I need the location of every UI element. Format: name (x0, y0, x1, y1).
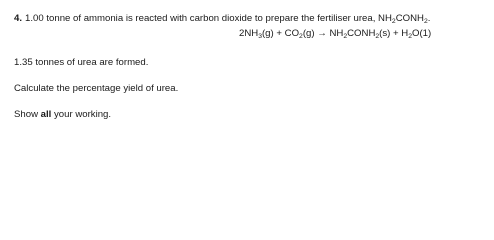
equation-subscript-2: 2 (299, 33, 303, 40)
equation-part-1: 2NH (239, 28, 259, 39)
chemical-equation (239, 29, 431, 39)
equation-subscript-4: 2 (375, 33, 380, 40)
question-stem (14, 14, 430, 24)
equation-subscript-5: 2 (408, 33, 412, 40)
equation-part-4: CONH (347, 28, 376, 39)
working-bold: all (40, 109, 52, 120)
working-post: your working. (51, 109, 112, 120)
equation-subscript-3: 2 (343, 33, 348, 40)
working-pre: Show (14, 109, 41, 120)
question-number: 4. (14, 13, 23, 24)
given-statement: 1.35 tonnes of urea are formed. (14, 57, 149, 68)
question-formula-subscript-2: 2 (423, 18, 428, 25)
equation-part-2: (g) + CO (261, 28, 300, 39)
equation-part-6: O(1) (412, 28, 432, 39)
instruction-statement: Calculate the percentage yield of urea. (14, 83, 179, 94)
question-formula-subscript-1: 2 (391, 18, 396, 25)
equation-part-3: (g) → NH (302, 28, 344, 39)
question-formula-mid: CONH (395, 13, 424, 24)
equation-subscript-1: 3 (258, 33, 262, 40)
working-statement (14, 110, 111, 120)
question-formula-end: . (427, 13, 431, 24)
equation-part-5: (s) + H (379, 28, 409, 39)
question-text: 1.00 tonne of ammonia is reacted with carbon dioxide to prepare the fertiliser urea, NH (25, 13, 392, 24)
